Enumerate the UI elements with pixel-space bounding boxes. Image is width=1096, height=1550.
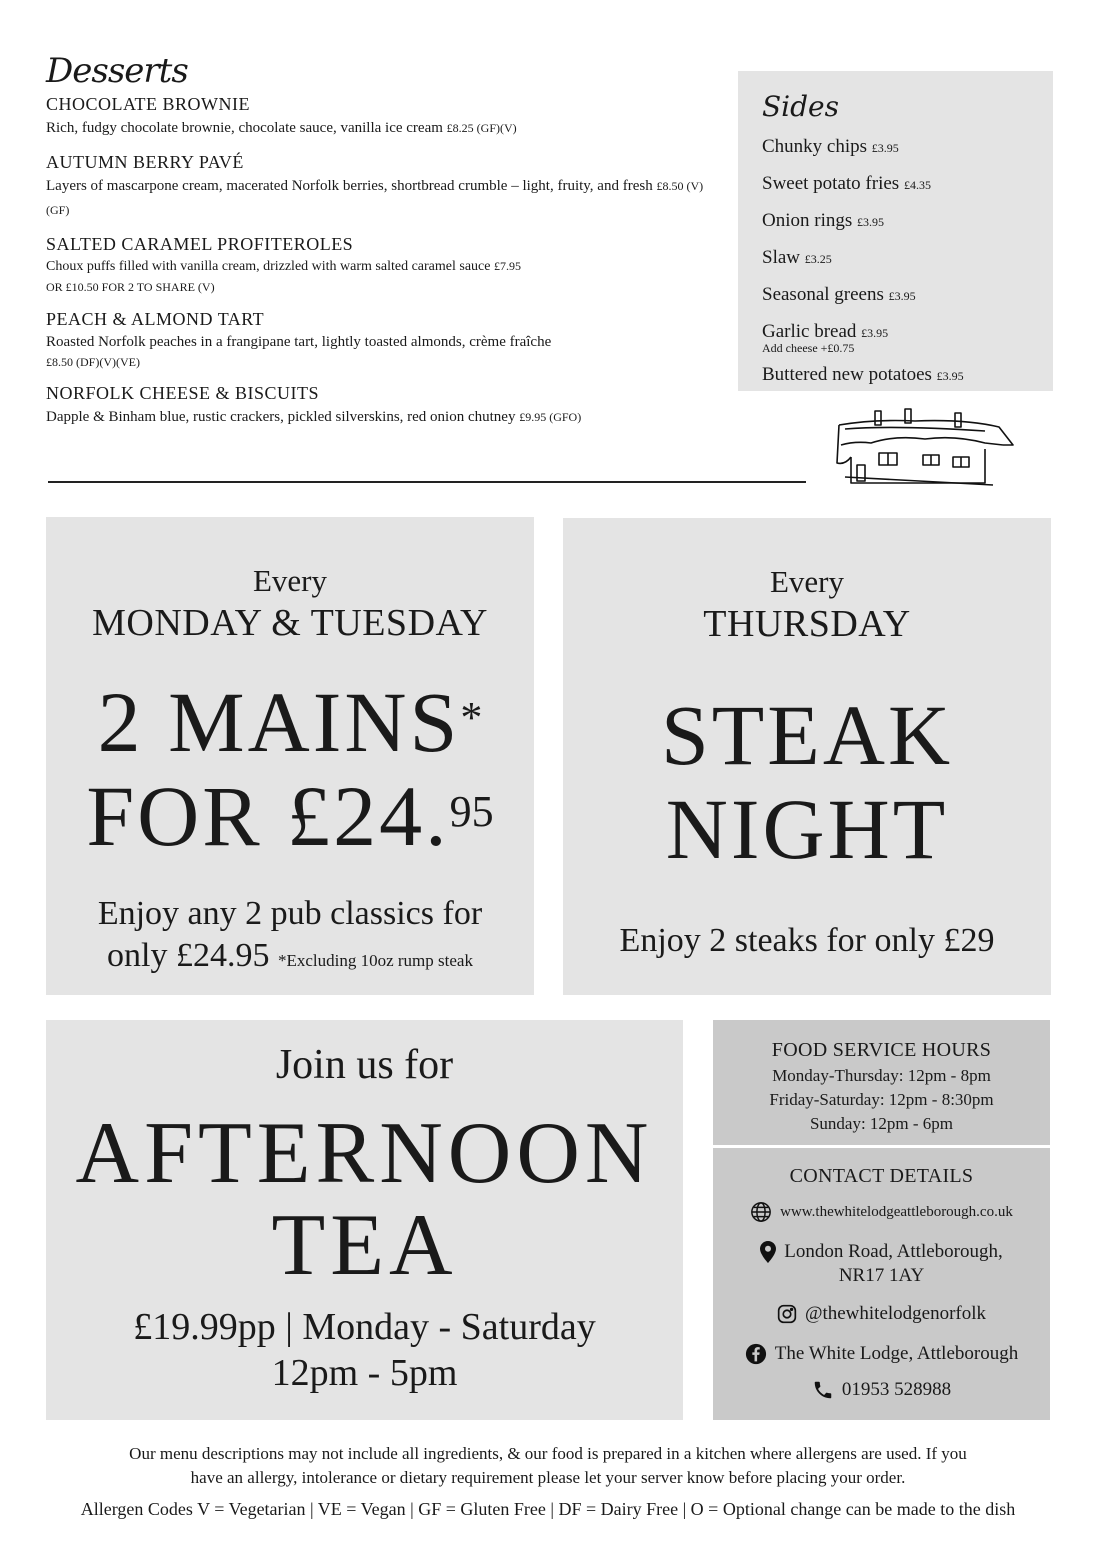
tea-price: £19.99pp | Monday - Saturday bbox=[133, 1306, 596, 1348]
promo-footnote: *Excluding 10oz rump steak bbox=[277, 951, 473, 970]
side-price: £3.25 bbox=[804, 252, 832, 266]
asterisk-mark: * bbox=[460, 693, 483, 742]
tea-headline-line2: TEA bbox=[271, 1197, 458, 1294]
dessert-price: £8.50 (DF)(V)(VE) bbox=[46, 355, 140, 369]
mains-deal-panel bbox=[46, 517, 534, 995]
side-item bbox=[762, 240, 1029, 277]
phone-icon bbox=[812, 1379, 834, 1401]
dessert-share-price: OR £10.50 FOR 2 TO SHARE (V) bbox=[46, 280, 215, 294]
dessert-name: NORFOLK CHEESE & BISCUITS bbox=[46, 383, 320, 403]
dessert-desc-text: Rich, fudgy chocolate brownie, chocolate sauce, vanilla ice cream bbox=[46, 120, 443, 136]
dessert-desc-text: Layers of mascarpone cream, macerated Norfolk berries, shortbread crumble – light, fruity, and fresh bbox=[46, 178, 653, 194]
side-name: Garlic bread bbox=[762, 321, 857, 342]
hours-heading: FOOD SERVICE HOURS bbox=[771, 1039, 992, 1061]
promo-headline bbox=[46, 675, 534, 769]
promo-days: THURSDAY bbox=[703, 603, 911, 645]
dessert-price: £8.50 (V)(GF) bbox=[46, 179, 704, 217]
promo-days: MONDAY & TUESDAY bbox=[92, 602, 488, 644]
dessert-name: CHOCOLATE BROWNIE bbox=[46, 94, 250, 114]
instagram-handle: @thewhitelodgenorfolk bbox=[804, 1303, 987, 1324]
side-name: Slaw bbox=[762, 247, 800, 268]
promo-description: Enjoy any 2 pub classics for bbox=[97, 895, 483, 932]
dessert-description bbox=[46, 405, 726, 429]
phone-link[interactable] bbox=[713, 1378, 1050, 1402]
promo-description: Enjoy 2 steaks for only £29 bbox=[619, 922, 995, 959]
side-item bbox=[762, 203, 1029, 240]
service-hours bbox=[713, 1020, 1050, 1148]
facebook-link[interactable] bbox=[713, 1342, 1050, 1366]
side-price: £3.95 bbox=[888, 289, 916, 303]
dessert-item bbox=[46, 150, 726, 222]
dessert-price: £8.25 (GF)(V) bbox=[446, 121, 517, 135]
desserts-section bbox=[46, 50, 726, 439]
dessert-name: PEACH & ALMOND TART bbox=[46, 309, 265, 329]
facebook-page: The White Lodge, Attleborough bbox=[774, 1343, 1019, 1364]
instagram-link[interactable] bbox=[713, 1302, 1050, 1326]
side-name: Onion rings bbox=[762, 210, 853, 231]
promo-headline-line1: 2 MAINS bbox=[97, 674, 461, 770]
map-pin-icon bbox=[760, 1241, 776, 1263]
address-postcode: NR17 1AY bbox=[838, 1265, 925, 1286]
house-illustration-icon bbox=[835, 405, 1015, 493]
section-divider bbox=[48, 481, 806, 483]
afternoon-tea-panel bbox=[46, 1020, 683, 1420]
side-item bbox=[762, 129, 1029, 166]
desserts-heading: Desserts bbox=[46, 51, 188, 91]
side-name: Chunky chips bbox=[762, 136, 868, 157]
contact-details bbox=[713, 1148, 1050, 1402]
promo-headline-line2: FOR £24. bbox=[86, 768, 450, 864]
disclaimer-line: have an allergy, intolerance or dietary requirement please let your server know before placing your order. bbox=[190, 1468, 906, 1487]
promo-every: Every bbox=[252, 563, 328, 598]
sides-heading: Sides bbox=[762, 90, 839, 123]
info-panel bbox=[713, 1020, 1050, 1420]
side-price: £4.35 bbox=[903, 178, 931, 192]
phone-number: 01953 528988 bbox=[841, 1379, 952, 1400]
contact-heading: CONTACT DETAILS bbox=[789, 1165, 974, 1187]
price-pence: 95 bbox=[449, 787, 494, 836]
address bbox=[713, 1240, 1050, 1264]
promo-headline bbox=[46, 769, 534, 863]
tea-times: 12pm - 5pm bbox=[271, 1352, 458, 1394]
side-item bbox=[762, 166, 1029, 203]
side-price: £3.95 bbox=[871, 141, 899, 155]
steak-night-panel bbox=[563, 518, 1051, 995]
side-item bbox=[762, 357, 1029, 394]
promo-headline-line1: STEAK bbox=[660, 687, 954, 783]
hours-line: Monday-Thursday: 12pm - 8pm bbox=[772, 1066, 991, 1085]
hours-line: Sunday: 12pm - 6pm bbox=[809, 1114, 954, 1133]
dessert-name: AUTUMN BERRY PAVÉ bbox=[46, 152, 244, 172]
dessert-item bbox=[46, 92, 726, 140]
allergen-codes: Allergen Codes V = Vegetarian | VE = Vegan | GF = Gluten Free | DF = Dairy Free | O = Optional change can be made to the dish bbox=[80, 1499, 1016, 1519]
dessert-name: SALTED CARAMEL PROFITEROLES bbox=[46, 234, 354, 254]
address-line1: London Road, Attleborough, bbox=[784, 1241, 1003, 1262]
dessert-price: £7.95 bbox=[493, 259, 521, 273]
dessert-price: £9.95 (GFO) bbox=[519, 410, 582, 424]
dessert-description bbox=[46, 256, 726, 277]
dessert-item bbox=[46, 232, 726, 297]
promo-every: Every bbox=[769, 564, 845, 599]
promo-headline-line2: NIGHT bbox=[665, 781, 949, 877]
disclaimer-line: Our menu descriptions may not include all ingredients, & our food is prepared in a kitchen where allergens are used. If you bbox=[129, 1444, 967, 1463]
dessert-desc-text: Dapple & Binham blue, rustic crackers, pickled silverskins, red onion chutney bbox=[46, 409, 516, 425]
promo-price: only £24.95 bbox=[107, 937, 270, 974]
side-price: £3.95 bbox=[861, 326, 889, 340]
tea-intro: Join us for bbox=[275, 1042, 454, 1088]
hours-line: Friday-Saturday: 12pm - 8:30pm bbox=[769, 1090, 994, 1109]
address bbox=[713, 1264, 1050, 1288]
side-item bbox=[762, 277, 1029, 314]
website-link[interactable] bbox=[713, 1200, 1050, 1224]
tea-headline-line1: AFTERNOON bbox=[75, 1105, 654, 1202]
side-name: Sweet potato fries bbox=[762, 173, 900, 194]
allergen-disclaimer bbox=[0, 1442, 1096, 1490]
globe-icon bbox=[750, 1201, 772, 1223]
side-price: £3.95 bbox=[936, 369, 964, 383]
dessert-description: Roasted Norfolk peaches in a frangipane tart, lightly toasted almonds, crème fraîche bbox=[46, 334, 552, 350]
side-price: £3.95 bbox=[857, 215, 884, 229]
facebook-icon bbox=[745, 1343, 767, 1365]
side-name: Buttered new potatoes bbox=[762, 364, 932, 385]
instagram-icon bbox=[777, 1304, 797, 1324]
dessert-item bbox=[46, 307, 726, 371]
promo-description bbox=[46, 935, 534, 982]
side-note: Add cheese +£0.75 bbox=[762, 341, 855, 355]
sides-panel bbox=[738, 71, 1053, 391]
dessert-desc-text: Choux puffs filled with vanilla cream, drizzled with warm salted caramel sauce bbox=[46, 259, 491, 274]
dessert-description bbox=[46, 174, 726, 222]
side-name: Seasonal greens bbox=[762, 284, 884, 305]
website-url: www.thewhitelodgeattleborough.co.uk bbox=[780, 1204, 1013, 1220]
dessert-item bbox=[46, 381, 726, 429]
dessert-description bbox=[46, 116, 726, 140]
